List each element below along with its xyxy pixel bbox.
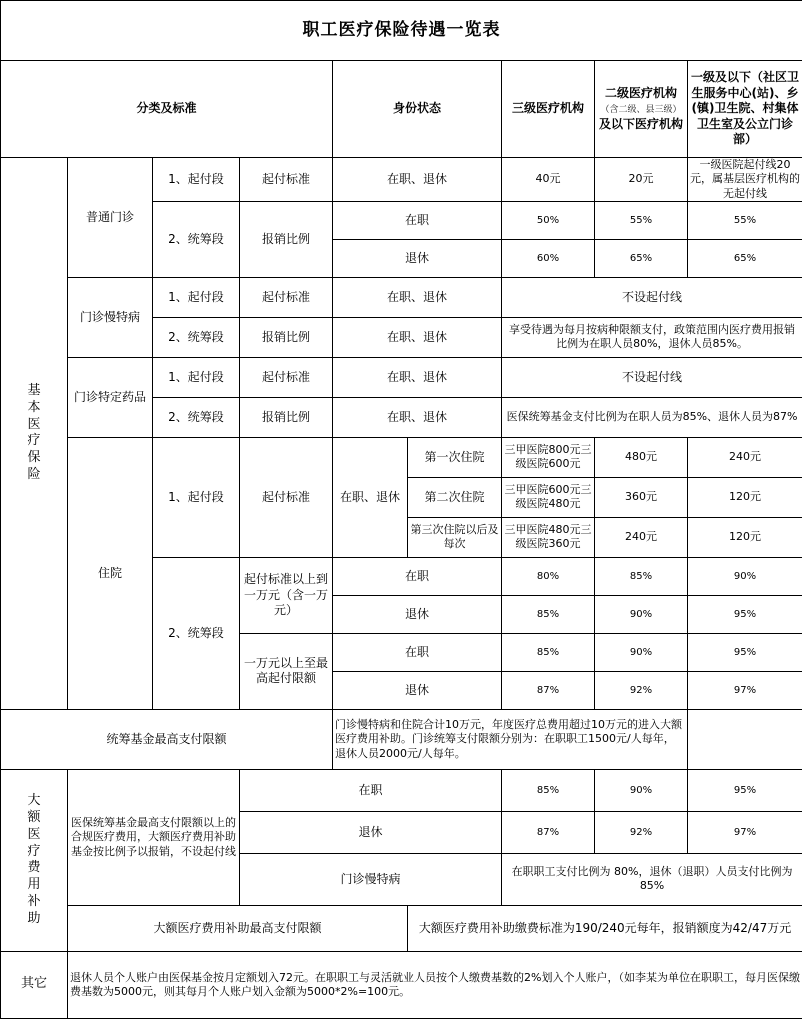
inpatient-third-v1: 120元 [688,517,802,557]
band1-ret: 退休 [333,595,502,633]
band1-ret-v2: 90% [595,595,688,633]
outpatient-emp-v3: 50% [502,201,595,239]
inpatient-status: 在职、退休 [333,437,408,557]
outpatient-v1: 一级医院起付线20元，属基层医疗机构的无起付线 [688,158,802,202]
major-ret-v1: 97% [688,811,802,853]
band1-emp-v1: 90% [688,557,802,595]
major-desc: 医保统筹基金最高支付限额以上的合规医疗费用，大额医疗费用补助基金按比例予以报销，不设起付线 [68,769,240,905]
basic-max-label: 统筹基金最高支付限额 [1,709,333,769]
chronic-std: 起付标准 [240,277,333,317]
inpatient-band2: 一万元以上至最高起付限额 [240,633,333,709]
drugs-val1: 不设起付线 [502,357,802,397]
header-tier2-sub: （含二级、县三级） [600,105,681,115]
header-status: 身份状态 [333,61,502,158]
basic-insurance-label: 基 本 医 疗 保 险 [1,158,68,710]
band2-ret-v3: 87% [502,671,595,709]
chronic-ratio: 报销比例 [240,317,333,357]
band1-ret-v3: 85% [502,595,595,633]
header-tier3: 三级医疗机构 [502,61,595,158]
major-max-label: 大额医疗费用补助最高支付限额 [68,905,408,951]
inpatient-seg1: 1、起付段 [153,437,240,557]
chronic-val1: 不设起付线 [502,277,802,317]
inpatient-third: 第三次住院以后及每次 [408,517,502,557]
inpatient-third-v2: 240元 [595,517,688,557]
band2-ret: 退休 [333,671,502,709]
outpatient-ret-v3: 60% [502,239,595,277]
band2-ret-v1: 97% [688,671,802,709]
major-emp-v3: 85% [502,769,595,811]
chronic-status: 在职、退休 [333,277,502,317]
drugs-seg1: 1、起付段 [153,357,240,397]
outpatient-ret-v2: 65% [595,239,688,277]
chronic-status2: 在职、退休 [333,317,502,357]
outpatient-ratio: 报销比例 [240,201,333,277]
major-ret-v3: 87% [502,811,595,853]
band2-emp-v2: 90% [595,633,688,671]
major-emp-v1: 95% [688,769,802,811]
inpatient-label: 住院 [68,437,153,709]
band1-ret-v1: 95% [688,595,802,633]
outpatient-seg2: 2、统筹段 [153,201,240,277]
inpatient-std: 起付标准 [240,437,333,557]
outpatient-ret-v1: 65% [688,239,802,277]
major-ret-v2: 92% [595,811,688,853]
drugs-label: 门诊特定药品 [68,357,153,437]
inpatient-seg2: 2、统筹段 [153,557,240,709]
major-insurance-label: 大 额 医 疗 费 用 补 助 [1,769,68,951]
header-tier2-main: 二级医疗机构 [605,86,677,100]
header-tier1: 一级及以下（社区卫生服务中心(站)、乡(镇)卫生院、村集体卫生室及公立门诊部） [688,61,802,158]
basic-max-text: 门诊慢特病和住院合计10万元，年度医疗总费用超过10万元的进入大额医疗费用补助。门诊统筹支付限额分别为：在职职工1500元/人每年，退休人员2000元/人每年。 [333,709,688,769]
band2-emp-v1: 95% [688,633,802,671]
outpatient-emp-v2: 55% [595,201,688,239]
outpatient-ret: 退休 [333,239,502,277]
drugs-ratio: 报销比例 [240,397,333,437]
chronic-seg1: 1、起付段 [153,277,240,317]
inpatient-first: 第一次住院 [408,437,502,477]
major-max-text: 大额医疗费用补助缴费标准为190/240元每年，报销额度为42/47万元 [408,905,802,951]
header-tier2 [595,61,688,158]
inpatient-first-v3: 三甲医院800元三级医院600元 [502,437,595,477]
drugs-val2: 医保统筹基金支付比例为在职人员为85%、退休人员为87% [502,397,802,437]
outpatient-std: 起付标准 [240,158,333,202]
header-category: 分类及标准 [1,61,333,158]
other-label: 其它 [1,951,68,1018]
outpatient-label: 普通门诊 [68,158,153,278]
inpatient-second-v2: 360元 [595,477,688,517]
outpatient-seg1: 1、起付段 [153,158,240,202]
major-emp-v2: 90% [595,769,688,811]
band1-emp: 在职 [333,557,502,595]
inpatient-second-v1: 120元 [688,477,802,517]
drugs-status2: 在职、退休 [333,397,502,437]
outpatient-status: 在职、退休 [333,158,502,202]
band1-emp-v2: 85% [595,557,688,595]
outpatient-v3: 40元 [502,158,595,202]
outpatient-emp-v1: 55% [688,201,802,239]
drugs-status: 在职、退休 [333,357,502,397]
major-chronic-text: 在职职工支付比例为 80%，退休（退职）人员支付比例为85% [502,853,802,905]
inpatient-second-v3: 三甲医院600元三级医院480元 [502,477,595,517]
band1-emp-v3: 80% [502,557,595,595]
outpatient-v2: 20元 [595,158,688,202]
major-chronic: 门诊慢特病 [240,853,502,905]
inpatient-second: 第二次住院 [408,477,502,517]
chronic-val2: 享受待遇为每月按病种限额支付，政策范围内医疗费用报销比例为在职人员80%，退休人员85%。 [502,317,802,357]
inpatient-first-v1: 240元 [688,437,802,477]
drugs-std: 起付标准 [240,357,333,397]
band2-ret-v2: 92% [595,671,688,709]
page-title: 职工医疗保险待遇一览表 [1,1,802,61]
drugs-seg2: 2、统筹段 [153,397,240,437]
band2-emp-v3: 85% [502,633,595,671]
inpatient-third-v3: 三甲医院480元三级医院360元 [502,517,595,557]
major-emp: 在职 [240,769,502,811]
band2-emp: 在职 [333,633,502,671]
major-ret: 退休 [240,811,502,853]
inpatient-band1: 起付标准以上到一万元（含一万元） [240,557,333,633]
other-text: 退休人员个人账户由医保基金按月定额划入72元。在职职工与灵活就业人员按个人缴费基数的2%划入个人账户，（如李某为单位在职职工，每月医保缴费基数为5000元，则其每月个人账户划入金额为5000*2%=100元。 [68,951,802,1018]
chronic-seg2: 2、统筹段 [153,317,240,357]
header-tier2-tail: 及以下医疗机构 [599,117,683,131]
inpatient-first-v2: 480元 [595,437,688,477]
chronic-label: 门诊慢特病 [68,277,153,357]
outpatient-emp: 在职 [333,201,502,239]
